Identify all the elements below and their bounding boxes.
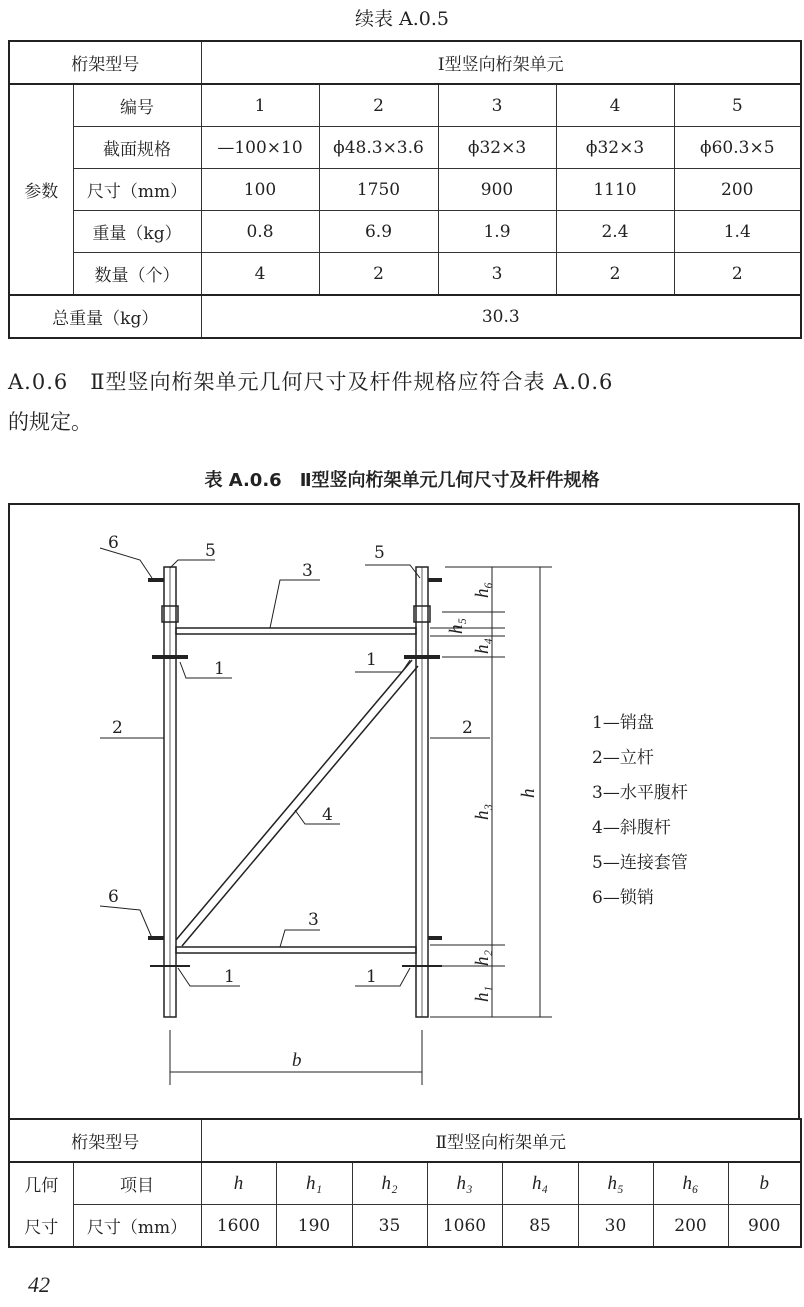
- cell: ϕ32×3: [438, 127, 556, 169]
- legend-item: 6—锁销: [592, 888, 654, 908]
- dim-h2: h₂: [472, 949, 493, 966]
- cell: 200: [674, 169, 801, 211]
- dim-h: h: [518, 788, 539, 798]
- cell: 1110: [556, 169, 674, 211]
- bottom-horizontal: [176, 947, 416, 953]
- legend-item: 2—立杆: [592, 748, 654, 768]
- page-number: 42: [28, 1272, 50, 1297]
- callout-1: 1: [366, 967, 377, 987]
- row-label: 尺寸（mm）: [73, 169, 201, 211]
- legend-item: 1—销盘: [592, 713, 654, 733]
- header-cell: Ⅰ型竖向桁架单元: [201, 41, 801, 84]
- row-label: 项目: [73, 1162, 201, 1205]
- table-row: [9, 1205, 801, 1248]
- dim-h6: h₆: [472, 581, 493, 598]
- cell: h₂: [352, 1162, 427, 1205]
- cell: 4: [556, 84, 674, 127]
- cell: 1600: [201, 1205, 276, 1248]
- cell: 0.8: [201, 211, 319, 253]
- callout-1: 1: [366, 650, 377, 670]
- cell: 3: [438, 253, 556, 296]
- total-value: 30.3: [201, 295, 801, 338]
- cell: 900: [438, 169, 556, 211]
- cell: 900: [728, 1205, 801, 1248]
- cell: 1750: [319, 169, 438, 211]
- cell: ϕ48.3×3.6: [319, 127, 438, 169]
- cell: 1.9: [438, 211, 556, 253]
- header-cell: Ⅱ型竖向桁架单元: [201, 1119, 801, 1162]
- paragraph-line-2: 的规定。: [8, 410, 92, 434]
- callout-6: 6: [108, 533, 119, 553]
- cell: 4: [201, 253, 319, 296]
- callout-labels: [108, 533, 473, 987]
- callout-4: 4: [322, 805, 333, 825]
- cell: 2: [674, 253, 801, 296]
- cell: 2: [556, 253, 674, 296]
- callout-6: 6: [108, 887, 119, 907]
- cell: ϕ32×3: [556, 127, 674, 169]
- dim-h5: h₅: [446, 617, 467, 634]
- paragraph-line-1: A.0.6 Ⅱ型竖向桁架单元几何尺寸及杆件规格应符合表 A.0.6: [8, 370, 614, 394]
- cell: h: [201, 1162, 276, 1205]
- cell: h₁: [276, 1162, 352, 1205]
- cell: 85: [502, 1205, 578, 1248]
- cell: ϕ60.3×5: [674, 127, 801, 169]
- callout-3: 3: [308, 910, 319, 930]
- dim-h1: h₁: [472, 985, 493, 1002]
- total-label: 总重量（kg）: [9, 295, 201, 338]
- header-cell: 桁架型号: [9, 41, 201, 84]
- cell: 1: [201, 84, 319, 127]
- cell: h₆: [653, 1162, 728, 1205]
- table-caption: 表 A.0.6 Ⅱ型竖向桁架单元几何尺寸及杆件规格: [204, 470, 600, 491]
- row-label: 截面规格: [73, 127, 201, 169]
- row-label: 尺寸（mm）: [73, 1205, 201, 1248]
- cell: 35: [352, 1205, 427, 1248]
- table-a06: [8, 1118, 802, 1248]
- legend-item: 5—连接套管: [592, 853, 688, 873]
- table-row: [9, 1119, 801, 1162]
- group-cell: 尺寸: [9, 1205, 73, 1248]
- cell: 1060: [427, 1205, 502, 1248]
- row-label: 数量（个）: [73, 253, 201, 296]
- dim-h4: h₄: [472, 637, 493, 654]
- row-label: 重量（kg）: [73, 211, 201, 253]
- cell: 200: [653, 1205, 728, 1248]
- callout-5: 5: [205, 541, 216, 561]
- cell: b: [728, 1162, 801, 1205]
- callout-1: 1: [224, 967, 235, 987]
- cell: h₄: [502, 1162, 578, 1205]
- table-title: 续表 A.0.5: [354, 8, 450, 30]
- cell: 100: [201, 169, 319, 211]
- cell: 6.9: [319, 211, 438, 253]
- legend: [592, 713, 688, 908]
- table-row: [9, 1162, 801, 1205]
- callout-2: 2: [462, 718, 473, 738]
- cell: 2.4: [556, 211, 674, 253]
- group-cell: 几何: [9, 1162, 73, 1205]
- callout-3: 3: [302, 561, 313, 581]
- top-horizontal: [176, 628, 416, 634]
- row-label: 编号: [73, 84, 201, 127]
- cell: 3: [438, 84, 556, 127]
- cell: —100×10: [201, 127, 319, 169]
- callout-2: 2: [112, 718, 123, 738]
- group-cell: 参数: [9, 84, 73, 295]
- dim-b: b: [292, 1050, 302, 1071]
- cell: h₅: [578, 1162, 653, 1205]
- cell: h₃: [427, 1162, 502, 1205]
- callout-5: 5: [374, 543, 385, 563]
- cell: 1.4: [674, 211, 801, 253]
- cell: 190: [276, 1205, 352, 1248]
- legend-item: 3—水平腹杆: [592, 783, 688, 803]
- cell: 2: [319, 253, 438, 296]
- cell: 2: [319, 84, 438, 127]
- callout-1: 1: [214, 659, 225, 679]
- cell: 30: [578, 1205, 653, 1248]
- legend-item: 4—斜腹杆: [592, 818, 671, 838]
- header-cell: 桁架型号: [9, 1119, 201, 1162]
- cell: 5: [674, 84, 801, 127]
- dim-h3: h₃: [472, 803, 493, 820]
